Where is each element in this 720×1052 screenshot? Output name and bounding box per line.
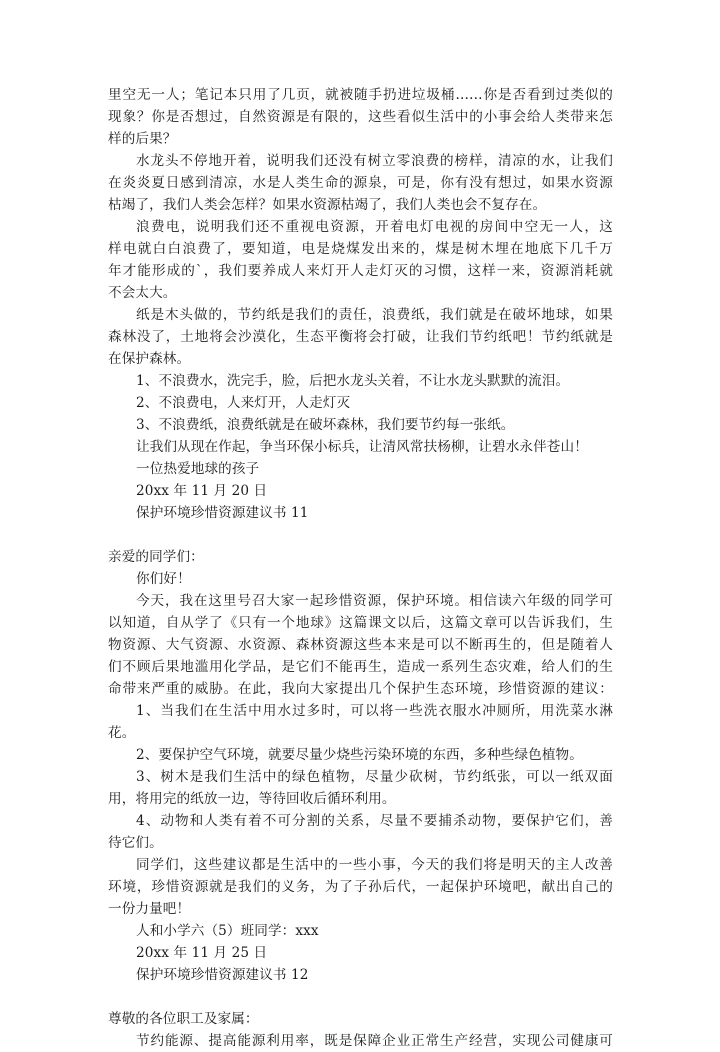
text-line: 保护环境珍惜资源建议书 12: [136, 967, 309, 983]
text-line: 尊敬的各位职工及家属：: [108, 1011, 259, 1027]
text-line: 森林没了，土地将会沙漠化，生态平衡将会打破，让我们节约纸吧！节约纸就是: [108, 329, 613, 345]
text-line: 2、不浪费电，人来灯开，人走灯灭: [136, 395, 351, 411]
text-line: 3、不浪费纸，浪费纸就是在破坏森林，我们要节约每一张纸。: [136, 417, 515, 433]
text-line: 1、当我们在生活中用水过多时，可以将一些洗衣服水冲厕所，用洗菜水淋: [136, 703, 613, 719]
text-line: 同学们，这些建议都是生活中的一些小事，今天的我们将是明天的主人改善: [136, 857, 613, 873]
text-line: 命带来严重的威胁。在此，我向大家提出几个保护生态环境，珍惜资源的建议：: [108, 681, 613, 697]
text-line: 不会太大。: [108, 285, 177, 301]
text-line: 20xx 年 11 月 20 日: [136, 483, 268, 499]
text-line: 让我们从现在作起，争当环保小标兵，让清风常扶杨柳，让碧水永伴苍山！: [136, 439, 588, 455]
text-line: 样的后果？: [108, 131, 177, 147]
text-line: 2、要保护空气环境，就要尽量少烧些污染环境的东西，多种些绿色植物。: [136, 747, 583, 763]
text-line: 一位热爱地球的孩子: [136, 461, 260, 477]
blank-line: [108, 986, 613, 1008]
document-page: [108, 84, 613, 1052]
text-line: 亲爱的同学们：: [108, 549, 204, 565]
text-line: 今天，我在这里号召大家一起珍惜资源，保护环境。相信读六年级的同学可: [136, 593, 613, 609]
text-line: 你们好！: [136, 571, 191, 587]
text-line: 1、不浪费水，洗完手，脸，后把水龙头关着，不让水龙头默默的流泪。: [136, 373, 570, 389]
text-line: 浪费电，说明我们还不重视电资源，开着电灯电视的房间中空无一人，这: [136, 219, 613, 235]
text-line: 20xx 年 11 月 25 日: [136, 945, 268, 961]
blank-line: [108, 524, 613, 546]
text-line: 一份力量吧！: [108, 901, 191, 917]
text-line: 里空无一人；笔记本只用了几页，就被随手扔进垃圾桶……你是否看到过类似的: [108, 87, 613, 103]
text-line: 保护环境珍惜资源建议书 11: [136, 505, 309, 521]
text-line: 们不顾后果地滥用化学品，是它们不能再生，造成一系列生态灾难，给人们的生: [108, 659, 613, 675]
text-line: 纸是木头做的，节约纸是我们的责任，浪费纸，我们就是在破坏地球，如果: [136, 307, 613, 323]
text-line: 现象？你是否想过，自然资源是有限的，这些看似生活中的小事会给人类带来怎: [108, 109, 613, 125]
text-line: 环境，珍惜资源就是我们的义务，为了子孙后代，一起保护环境吧，献出自己的: [108, 879, 613, 895]
text-line: 节约能源、提高能源利用率，既是保障企业正常生产经营，实现公司健康可: [136, 1033, 613, 1049]
text-line: 枯竭了，我们人类会怎样？如果水资源枯竭了，我们人类也会不复存在。: [108, 197, 547, 213]
text-line: 水龙头不停地开着，说明我们还没有树立零浪费的榜样，清凉的水，让我们: [136, 153, 613, 169]
text-line: 物资源、大气资源、水资源、森林资源这些本来是可以不断再生的，但是随着人: [108, 637, 613, 653]
text-line: 待它们。: [108, 835, 163, 851]
text-line: 用，将用完的纸放一边，等待回收后循环利用。: [108, 791, 396, 807]
text-line: 3、树木是我们生活中的绿色植物，尽量少砍树，节约纸张，可以一纸双面: [136, 769, 613, 785]
text-line: 花。: [108, 725, 136, 741]
text-line: 以知道，自从学了《只有一个地球》这篇课文以后，这篇文章可以告诉我们，生: [108, 615, 613, 631]
text-line: 人和小学六（5）班同学：xxx: [136, 923, 319, 939]
text-line: 4、动物和人类有着不可分割的关系，尽量不要捕杀动物，要保护它们，善: [136, 813, 613, 829]
text-line: 年才能形成的`，我们要养成人来灯开人走灯灭的习惯，这样一来，资源消耗就: [108, 263, 613, 279]
text-line: 在保护森林。: [108, 351, 191, 367]
text-line: 在炎炎夏日感到清凉，水是人类生命的源泉，可是，你有没有想过，如果水资源: [108, 175, 613, 191]
text-line: 样电就白白浪费了，要知道，电是烧煤发出来的，煤是树木埋在地底下几千万: [108, 241, 613, 257]
